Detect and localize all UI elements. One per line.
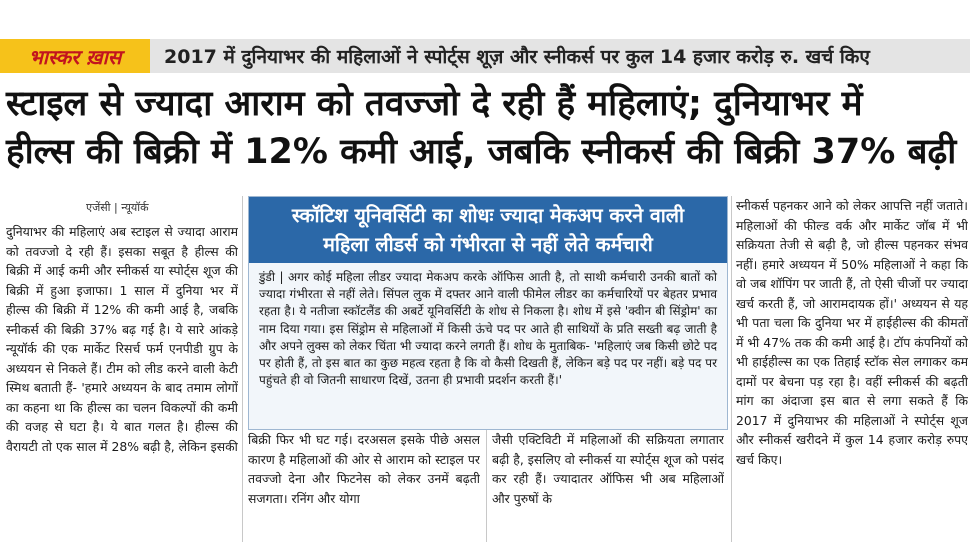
column-4-text: स्नीकर्स पहनकर आने को लेकर आपत्ति नहीं जताते। महिलाओं की फील्ड वर्क और मार्केट जॉब में भी सक्रियता तेजी से बढ़ी है, जो हील्स पहनकर संभव नहीं। हमारे अध्ययन में 50% महिलाओं ने कहा कि वो जब शॉपिंग पर जाती हैं, तो ऐसी चीजों पर ज्यादा खर्च करती हैं, जो आरामदायक हों।' अध्ययन से यह भी पता चला कि दुनिया भर में हाईहील्स की कीमतों में भी 47% तक की कमी आई है। टॉप कंपनियों को भी हाईहील्स का एक तिहाई स्टॉक सेल लगाकर कम दामों पर बेचना पड़ रहा है। वहीं स्नीकर्स की बढ़ती मांग का अंदाजा इस बात से लगा सकते हैं कि 2017 में दुनियाभर की महिलाओं ने स्पोर्ट्स शूज और स्नीकर्स खरीदने में कुल 14 हजार करोड़ रुपए खर्च किए।	[736, 198, 968, 467]
column-3-text: जैसी एक्टिविटी में महिलाओं की सक्रियता लगातार बढ़ी है, इसलिए वो स्नीकर्स या स्पोर्ट्स शूज को पसंद कर रही हैं। ज्यादातर ऑफिस भी अब महिलाओं और पुरुषों के	[492, 432, 724, 506]
brand-label: भास्कर ख़ास	[0, 39, 150, 73]
article-column-1	[6, 222, 238, 542]
kicker-text: 2017 में दुनियाभर की महिलाओं ने स्पोर्ट्स शूज़ और स्नीकर्स पर कुल 14 हजार करोड़ रु. खर्च किए	[150, 39, 970, 73]
sidebar-box	[248, 196, 728, 430]
sidebar-box-title-line-1: स्कॉटिश यूनिवर्सिटी का शोधः ज्यादा मेकअप करने वाली	[291, 204, 685, 227]
sidebar-box-title-line-2: महिला लीडर्स को गंभीरता से नहीं लेते कर्मचारी	[323, 233, 653, 256]
column-divider	[731, 196, 732, 542]
column-divider	[486, 430, 487, 542]
article-column-3	[492, 430, 724, 542]
headline-line-1: स्टाइल से ज्यादा आराम को तवज्जो दे रही हैं महिलाएं; दुनियाभर में	[6, 84, 863, 124]
column-2-text: बिक्री फिर भी घट गई। दरअसल इसके पीछे असल कारण है महिलाओं की ओर से आराम को स्टाइल पर तवज्जो देना और फिटनेस को लेकर उनमें बढ़ती सजगता। रनिंग और योगा	[248, 432, 480, 506]
sidebar-box-body: डुंडी | अगर कोई महिला लीडर ज्यादा मेकअप करके ऑफिस आती है, तो साथी कर्मचारी उनकी बातों को ज्यादा गंभीरता से नहीं लेते। सिंपल लुक में दफ्तर आने वाली फीमेल लीडर का कर्मचारियों पर बेहतर प्रभाव रहता है। ये नतीजा स्कॉटलैंड की अबर्टे यूनिवर्सिटी के शोध से निकला है। शोध में इसे 'क्वीन बी सिंड्रोम' का नाम दिया गया। इस सिंड्रोम से महिलाओं में किसी ऊंचे पद पर आते ही साथियों के प्रति सख्ती बढ़ जाती है और अपने लुक्स को लेकर चिंता भी ज्यादा करने लगती हैं। शोध के मुताबिक- 'महिलाएं जब किसी छोटे पद पर होती हैं, तो इस बात का कुछ महत्व रहता है कि वो कैसी दिखती हैं, लेकिन बड़े पद पर नहीं। बड़े पद पर पहुंचते ही वो जितनी साधारण दिखें, उतना ही प्रभावी प्रदर्शन करती हैं।'	[259, 270, 717, 388]
byline: एजेंसी | न्यूयॉर्क	[86, 201, 149, 214]
headline	[6, 80, 966, 176]
article-column-2	[248, 430, 480, 542]
column-1-text: दुनियाभर की महिलाएं अब स्टाइल से ज्यादा आराम को तवज्जो दे रही हैं। इसका सबूत है हील्स की बिक्री में आई कमी और स्नीकर्स या स्पोर्ट्स शूज की बिक्री में हुआ इजाफा। 1 साल में दुनिया भर में हील्स की बिक्री में 12% की कमी आई है, जबकि स्नीकर्स की बिक्री 37% बढ़ गई है। ये सारे आंकड़े न्यूयॉर्क की एक मार्केट रिसर्च फर्म एनपीडी ग्रुप के अध्ययन से निकले हैं। टीम को लीड करने वाली केटी स्मिथ बताती हैं- 'हमारे अध्ययन के बाद तमाम लोगों का कहना था कि हील्स का चलन विकल्पों की कमी की वजह से घटा है। ये बात गलत है। हील्स की वैरायटी तो एक साल में 28% बढ़ी है, लेकिन इसकी	[6, 224, 238, 454]
kicker-bar	[0, 38, 970, 74]
article-column-4	[736, 196, 968, 542]
headline-line-2: हील्स की बिक्री में 12% कमी आई, जबकि स्नीकर्स की बिक्री 37% बढ़ी	[6, 132, 957, 172]
sidebar-box-title	[249, 197, 727, 263]
column-divider	[242, 196, 243, 542]
